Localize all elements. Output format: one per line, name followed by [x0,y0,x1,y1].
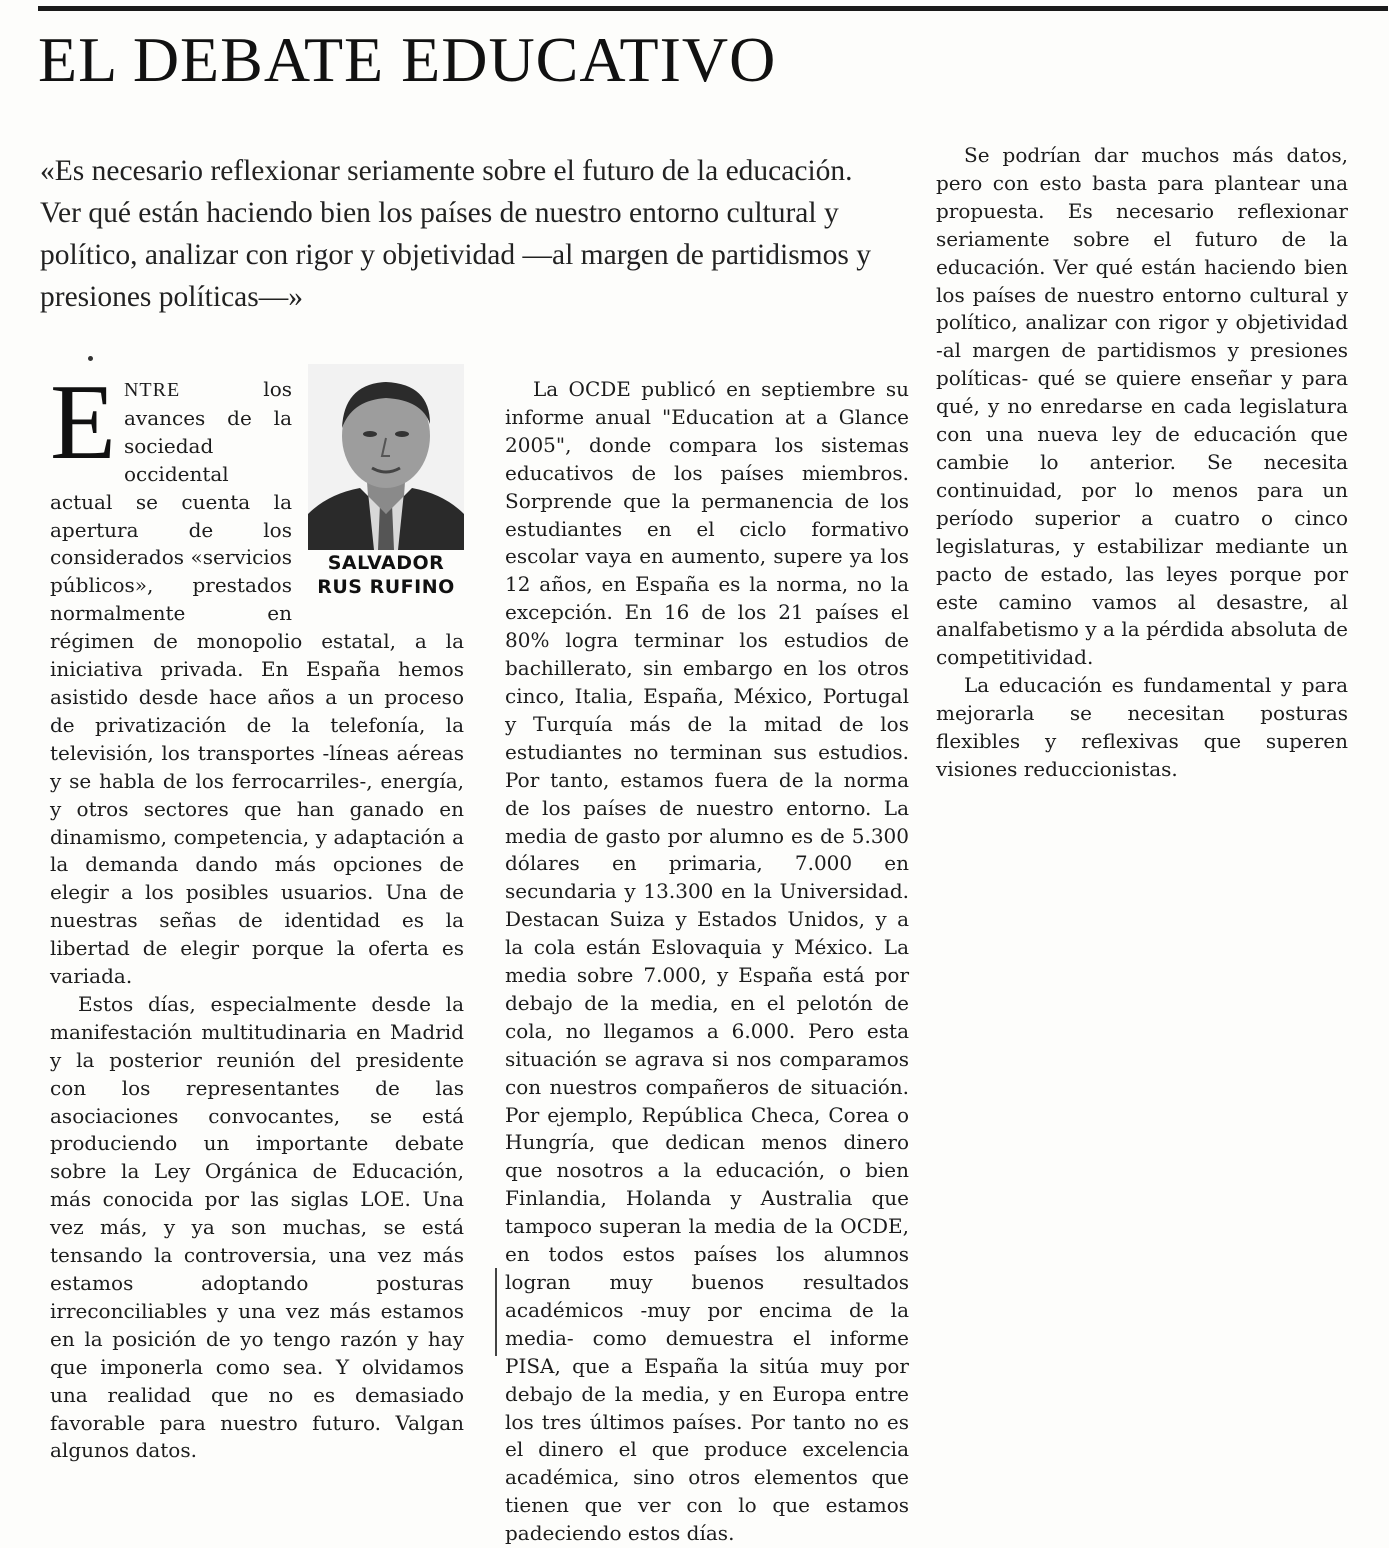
article-column-3 [936,142,1348,784]
author-photo [308,364,464,550]
drop-cap: E [50,363,116,482]
paragraph-5: La educación es fundamental y para mejorarla se necesitan posturas flexibles y reflexivas que superen visiones reduccionistas. [936,673,1348,781]
paragraph-4: Se podrían dar muchos más datos, pero con esto basta para plantear una propuesta. Es necesario reflexionar seriamente sobre el futuro de la educación. Ver qué están haciendo bien los países de nuestro entorno cultural y político, analizar con rigor y objetividad -al margen de partidismos y presiones políticas- qué se quiere enseñar y para qué, y no enredarse en cada legislatura con una nueva ley de educación que cambie lo anterior. Se necesita continuidad, por lo menos para un período superior a cuatro o cinco legislaturas, y estabilizar mediante un pacto de estado, las leyes porque por este camino vamos al desastre, al analfabetismo y a la pérdida absoluta de competitividad. [936,143,1348,670]
top-rule [38,6,1388,11]
paragraph-3: La OCDE publicó en septiembre su informe anual "Education at a Glance 2005", donde compara los sistemas educativos de los países miembros. Sorprende que la permanencia de los estudiantes en el ciclo formativo escolar vaya en aumento, supere ya los 12 años, en España es la norma, no la excepción. En 16 de los 21 países el 80% logra terminar los estudios de bachillerato, sin embargo en los otros cinco, Italia, España, México, Portugal y Turquía más de la mitad de los estudiantes no terminan sus estudios. Por tanto, estamos fuera de la norma de los países de nuestro entorno. La media de gasto por alumno es de 5.300 dólares en primaria, 7.000 en secundaria y 13.300 en la Universidad. Destacan Suiza y Estados Unidos, y a la cola están Eslovaquia y México. La media sobre 7.000, y España está por debajo de la media, en el pelotón de cola, no llegamos a 6.000. Pero esta situación se agrava si nos comparamos con nuestros compañeros de situación. Por ejemplo, República Checa, Corea o Hungría, que dedican menos dinero que nosotros a la educación, o bien Finlandia, Holanda y Australia que tampoco superan la media de la OCDE, en todos estos países los alumnos logran muy buenos resultados académicos -muy por encima de la media- como demuestra el informe PISA, que a España la sitúa muy por debajo de la media, y en Europa entre los tres últimos países. Por tanto no es el dinero el que produce excelencia académica, sino otros elementos que tienen que ver con lo que estamos padeciendo estos días. [505,377,909,1546]
author-box [302,364,470,598]
paragraph-1-text: los avances de la sociedad occidental actual se cuenta la apertura de los considerados «servicios públicos», prestados normalmente en régimen de monopolio estatal, a la iniciativa privada. En España hemos asistido desde hace años a un proceso de privatización de la telefonía, la televisión, los transportes -líneas aéreas y se habla de los ferrocarriles-, energía, y otros sectores que han ganado en dinamismo, competencia, y adaptación a la demanda dando más opciones de elegir a los posibles usuarios. Una de nuestras señas de identidad es la libertad de elegir porque la oferta es variada. [50,377,464,989]
headline: EL DEBATE EDUCATIVO [38,24,777,95]
author-name-line-1: SALVADOR [327,552,445,574]
article-column-2 [505,376,909,1548]
pull-quote: «Es necesario reflexionar seriamente sobre el futuro de la educación. Ver qué están haciendo bien los países de nuestro entorno cultural y político, analizar con rigor y objetividad —al margen de partidismos y presiones políticas—» [40,155,871,313]
decorative-dot [88,356,93,361]
article-column-1 [50,363,464,1465]
author-name-line-2: RUS RUFINO [317,576,455,598]
first-word: NTRE [123,379,181,401]
column-rule [495,1268,497,1356]
paragraph-2: Estos días, especialmente desde la manifestación multitudinaria en Madrid y la posterior reunión del presidente con los representantes de las asociaciones convocantes, se está produciendo un importante debate sobre la Ley Orgánica de Educación, más conocida por las siglas LOE. Una vez más, y ya son muchas, se está tensando la controversia, una vez más estamos adoptando posturas irreconciliables y una vez más estamos en la posición de yo tengo razón y hay que imponerla como sea. Y olvidamos una realidad que no es demasiado favorable para nuestro futuro. Valgan algunos datos. [50,991,464,1463]
